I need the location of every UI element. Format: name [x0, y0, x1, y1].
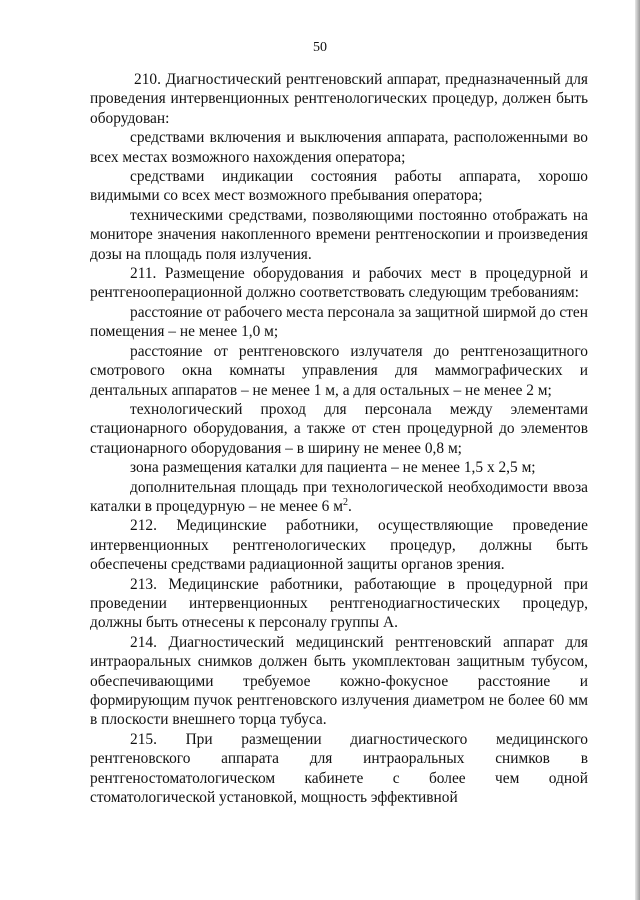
paragraph-211: 211. Размещение оборудования и рабочих мест в процедурной и рентгенооперационной должно соответствовать следующим требованиям: — [90, 265, 588, 302]
paragraph-210-item-1: средствами включения и выключения аппарата, расположенными во всех местах возможного нахождения оператора; — [90, 129, 588, 166]
paragraph-215: 215. При размещении диагностического медицинского рентгеновского аппарата для интраоральных снимков в рентгеностоматологическом кабинете с более чем одной стоматологической установкой, мощность эффективной — [90, 730, 588, 807]
superscript-2: 2 — [342, 496, 348, 508]
paragraph-210: 210. Диагностический рентгеновский аппарат, предназначенный для проведения интервенционных рентгенологических процедур, должен быть оборудован: — [90, 71, 588, 127]
period: . — [347, 497, 352, 515]
paragraph-210-item-2: средствами индикации состояния работы аппарата, хорошо видимыми со всех мест возможного пребывания оператора; — [90, 168, 588, 205]
paragraph-211-item-2: расстояние от рентгеновского излучателя до рентгенозащитного смотрового окна комнаты управления для маммографических и дентальных аппаратов – не менее 1 м, а для остальных – не менее 2 м; — [90, 342, 588, 399]
paragraph-212: 212. Медицинские работники, осуществляющие проведение интервенционных рентгенологических процедур, должны быть обеспечены средствами радиационной защиты органов зрения. — [90, 517, 588, 574]
paragraph-211-item-5-text: дополнительная площадь при технологической необходимости ввоза каталки в процедурную – не менее 6 м — [90, 478, 588, 515]
scan-edge-shadow — [635, 0, 640, 900]
paragraph-211-item-3: технологический проход для персонала между элементами стационарного оборудования, а также от стен процедурной до элементов стационарного оборудования – в ширину не менее 0,8 м; — [90, 400, 588, 457]
paragraph-214: 214. Диагностический медицинский рентгеновский аппарат для интраоральных снимков должен быть укомплектован защитным тубусом, обеспечивающими требуемое кожно-фокусное расстояние и формирующим пучок рентгеновского излучения диаметром не более 60 мм в плоскости внешнего торца тубуса. — [90, 633, 588, 729]
paragraph-210-item-3: техническими средствами, позволяющими постоянно отображать на мониторе значения накопленного времени рентгеноскопии и произведения дозы на площадь поля излучения. — [90, 206, 588, 263]
paragraph-213: 213. Медицинские работники, работающие в процедурной при проведении интервенционных рентгенодиагностических процедур, должны быть отнесены к персоналу группы А. — [90, 575, 588, 632]
paragraph-211-item-1: расстояние от рабочего места персонала за защитной ширмой до стен помещения – не менее 1,0 м; — [90, 303, 588, 341]
paragraph-211-item-4: зона размещения каталки для пациента – не менее 1,5 х 2,5 м; — [130, 459, 536, 477]
body-text — [90, 70, 588, 807]
page-number: 50 — [313, 40, 327, 55]
paragraph-211-item-5 — [90, 478, 588, 517]
